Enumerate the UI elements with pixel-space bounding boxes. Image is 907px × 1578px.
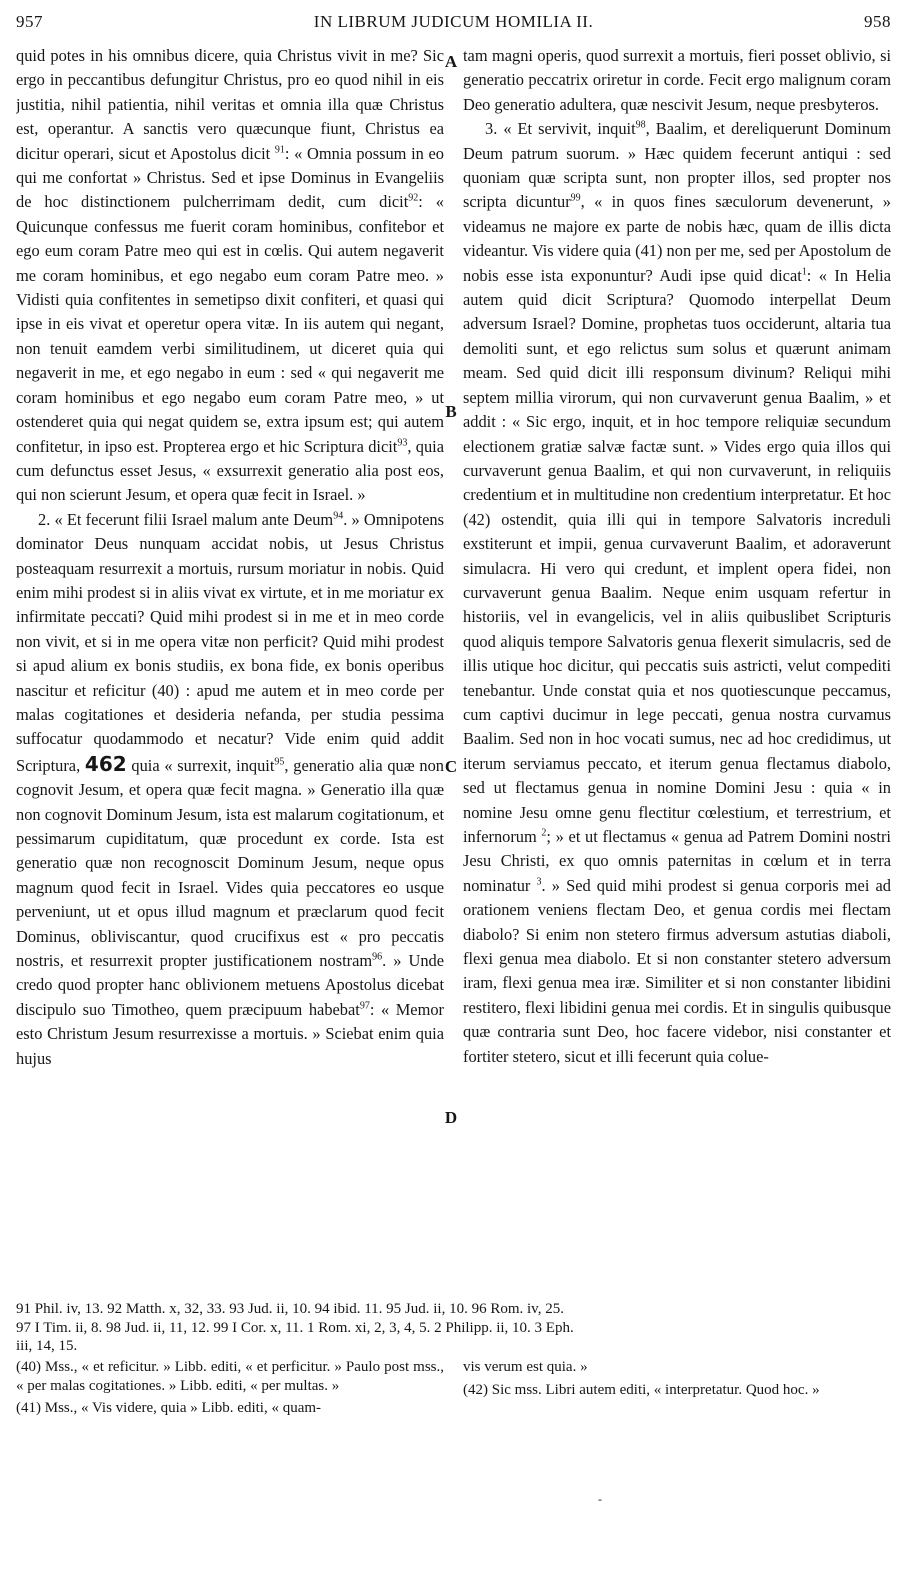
scripture-footnotes [16, 1300, 891, 1356]
footnote-ref: 97 [359, 1000, 370, 1012]
footnote-ref: 92 [408, 192, 419, 204]
running-head [16, 12, 891, 38]
text-run: quid potes in his omnibus dicere, quia Christus vivit in me? Sic ergo in peccantibus defungitur Christus, pro eo quod nihil in eis justitia, nihil patientia, nihil veritas et omnia illa quæ Christus est, operantur. A sanctis vero quæcunque fiunt, Christus ea dicitur operari, sicut et Apostolus dicit [16, 46, 444, 163]
text-run: : « Memor esto Christum Jesum resurrexisse a mortuis. » Sciebat enim quia hujus [16, 999, 444, 1068]
critical-note-41-continued: vis verum est quia. » [463, 1359, 588, 1375]
text-run: . » Omnipotens dominator Deus nunquam accidat nobis, ut Jesus Christus posteaquam resurrexit a mortuis, rursum moriatur in nobis. Quid enim mihi prodest si in aliis vivat ex virtute, et in me moriatur ex infirmitate peccati? Quid mihi prodest si in me et in meo corde non vivit, et si in me opera vitæ non perficit? Quid mihi prodest si apud alium ex bonis studiis, ex bona fide, ex bonis operibus nascitur et reficitur (40) : apud me autem et in meo corde per malas cogitationes et desideria nefanda, per studia pessima suffocatur quodammodo et necatur? Vide enim quid addit Scriptura, [16, 509, 444, 775]
left-column [16, 44, 444, 1294]
text-run: , « in quos fines sæculorum devenerunt, » videamus ne majore ex parte de nobis hæc, quam de illis dicta videantur. Vis videre quia (41) non per me, sed per Apostolum de nobis esse ista exponuntur? Audi ipse quid dicat [463, 192, 891, 285]
page-number-left: 957 [16, 12, 43, 31]
text-run: : « Quicunque confessus me fuerit coram hominibus, confitebor et ego eum coram Patre meo qui est in cœlis. Qui autem negaverit me coram hominibus, et ego negabo eum coram Patre meo. » Vidisti quia confitentes in semetipso dixit confiteri, et quasi qui ipse in eis vivat et operetur opera vitæ. In iis autem qui negant, non tenuit eamdem verbi similitudinem, ut diceret quia qui negaverit in me, et ego negabo in eum : sed « qui negaverit me coram hominibus et ego negabo eum coram Patre meo, » ut ostenderet quia qui negat quidem se, extra ipsum est; qui autem confitetur, in ipso est. Propterea ergo et hic Scriptura dicit [16, 192, 444, 456]
footnote-ref: 98 [635, 119, 646, 131]
footnote-line: 91 Phil. iv, 13. 92 Matth. x, 32, 33. 93 Jud. ii, 10. 94 ibid. 11. 95 Jud. ii, 10. 96 Rom. iv, 25. [16, 1301, 564, 1317]
paragraph-right-1 [463, 44, 891, 117]
critical-note-41: (41) Mss., « Vis videre, quia » Libb. editi, « quam- [16, 1400, 322, 1416]
edition-page-number: 462 [84, 751, 127, 776]
text-run: : « Omnia possum in eo qui me confortat » Christus. Sed et ipse Dominus in Evangeliis de hoc distinctionem pulcherrimam dedit, cum dicit [16, 143, 444, 212]
page-number-right: 958 [864, 12, 891, 31]
text-run: quia « surrexit, inquit [131, 755, 275, 775]
footnote-ref: 3 [536, 876, 542, 888]
text-run: . » Sed quid mihi prodest si genua corporis mei ad orationem veniens flectam Deo, et genua cordis mei flectam diabolo? Si enim non stetero firmus adversum astutias diaboli, flexi genua mea diabolo. Et si non constanter stetero adversum iram, flexi genua mea iræ. Similiter et si non constanter libidini restitero, flexi libidini genua mei cordis. Et in singulis quibusque quæ contraria sunt Deo, hoc facere videbor, nisi constanter et fortiter stetero, sicut et illi fecerunt quia colue- [463, 875, 891, 1066]
footnote-line: iii, 14, 15. [16, 1338, 78, 1354]
text-run: tam magni operis, quod surrexit a mortuis, fieri posset oblivio, si generatio peccatrix oriretur in corde. Fecit ergo malignum coram Deo generatio adultera, quæ nescivit Jesum, neque presbyteros. [463, 46, 891, 114]
footnote-line: 97 I Tim. ii, 8. 98 Jud. ii, 11, 12. 99 I Cor. x, 11. 1 Rom. xi, 2, 3, 4, 5. 2 Philipp. ii, 10. 3 Eph. [16, 1319, 574, 1336]
footnote-ref: 96 [372, 951, 383, 963]
text-run: , Baalim, et dereliquerunt Dominum Deum patrum suorum. » Hæc quidem fecerunt antiqui : sed quoniam quæ scripta sunt, non propter illos, sed propter nos scripta dicuntur [463, 119, 891, 212]
running-title: IN LIBRUM JUDICUM HOMILIA II. [313, 12, 594, 31]
footnote-ref: 95 [274, 756, 285, 768]
paragraph-left-2 [16, 508, 444, 1071]
critical-notes-right [463, 1358, 891, 1403]
critical-note-42: (42) Sic mss. Libri autem editi, « interpretatur. Quod hoc. » [463, 1381, 820, 1398]
paragraph-left-1 [16, 44, 444, 508]
critical-note-40: (40) Mss., « et reficitur. » Libb. editi, « et perficitur. » Paulo post mss., « per malas cogitationes. » Libb. editi, « per multas. » [16, 1359, 444, 1394]
text-run: 3. « Et servivit, inquit [485, 119, 636, 139]
text-run: . » Unde credo quod propter hanc oblivionem metuens Apostolus dicebat discipulo suo Timotheo, quem præcipuum habebat [16, 951, 444, 1019]
text-run: ; » et ut flectamus « genua ad Patrem Domini nostri Jesu Christi, ex quo omnis paternitas in cœlum et in terra nominatur [463, 827, 891, 895]
text-run: , quia cum defunctus esset Jesus, « exsurrexit generatio alia post eos, qui non scierunt Jesum, et opera quæ fecit in Israel. » [16, 436, 444, 505]
critical-notes-left [16, 1358, 444, 1422]
paragraph-right-2 [463, 117, 891, 1069]
right-column [463, 44, 891, 1294]
footnote-ref: 2 [541, 827, 547, 839]
footnote-ref: 93 [397, 437, 408, 449]
footnote-ref: 1 [801, 266, 807, 278]
margin-mark-c: C [444, 757, 458, 776]
footnote-ref: 94 [333, 510, 344, 522]
margin-mark-d: D [444, 1108, 458, 1127]
text-run: : « In Helia autem quid dicit Scriptura? Quomodo interpellat Deum adversum Israel? Domine, prophetas tuos occiderunt, altaria tua demoliti sunt, et ego relictus sum solus et quærunt animam meam. Sed quid dicit illi responsum divinum? Reliqui mihi septem millia virorum, qui non curvaverunt genua Baalim, » et addit : « Sic ergo, inquit, et in hoc tempore reliquiæ secundum electionem gratiæ salvæ factæ sunt. » Vides ergo quia illos qui curvaverunt genua Baalim, et qui non curvaverunt, in reliquiis credentium et in multitudine non credentium interpretatur. Et hoc (42) ostendit, quia illi qui in tempore Salvatoris increduli exstiterunt et impii, genua curvaverunt Baalim, et adoraverunt simulacra. Hi vero qui credunt, et implent opera fidei, non curvaverunt genua Baalim. Neque enim usquam refertur in historiis, vel in evangelicis, vel in aliis quibuslibet Scripturis quod aliquis tempore Salvatoris genua flexerit simulacris, sed de illis utique hoc dicitur, qui peccatis suis astricti, velut compediti tenebantur. Unde constat quia et nos quotiescunque peccamus, cum captivi ducimur in lege peccati, genua nostra curvamus Baalim. Sed non in hoc vocati sumus, nec ad hoc credidimus, ut iterum serviamus peccato, et iterum genua flectamus diabolo, sed ut flectamus genua in nomine Domini Jesu : quia « in nomine Jesu omne genu flectitur cœlestium, et terrestrium, et infernorum [463, 265, 891, 846]
text-run: 2. « Et fecerunt filii Israel malum ante Deum [38, 509, 334, 529]
margin-mark-a: A [444, 52, 458, 71]
bottom-dash: - [598, 1492, 602, 1506]
margin-mark-b: B [445, 402, 457, 421]
text-run: , generatio alia quæ non cognovit Jesum, et opera quæ fecit magna. » Generatio illa quæ non cognovit Dominum Jesum, ista est malarum cogitationum, et pessimarum cupiditatum, quæ procedunt ex corde. Ista est generatio quæ non recognoscit Dominum Jesum, neque opus magnum quod fecit in Israel. Vides quia peccatores eo usque perveniunt, ut et opus illud magnum et præclarum quod fecit Dominus, obliviscantur, quod crucifixus est « pro peccatis nostris, et resurrexit propter justificationem nostram [16, 755, 444, 971]
footnote-ref: 91 [274, 144, 285, 156]
footnote-ref: 99 [570, 192, 581, 204]
